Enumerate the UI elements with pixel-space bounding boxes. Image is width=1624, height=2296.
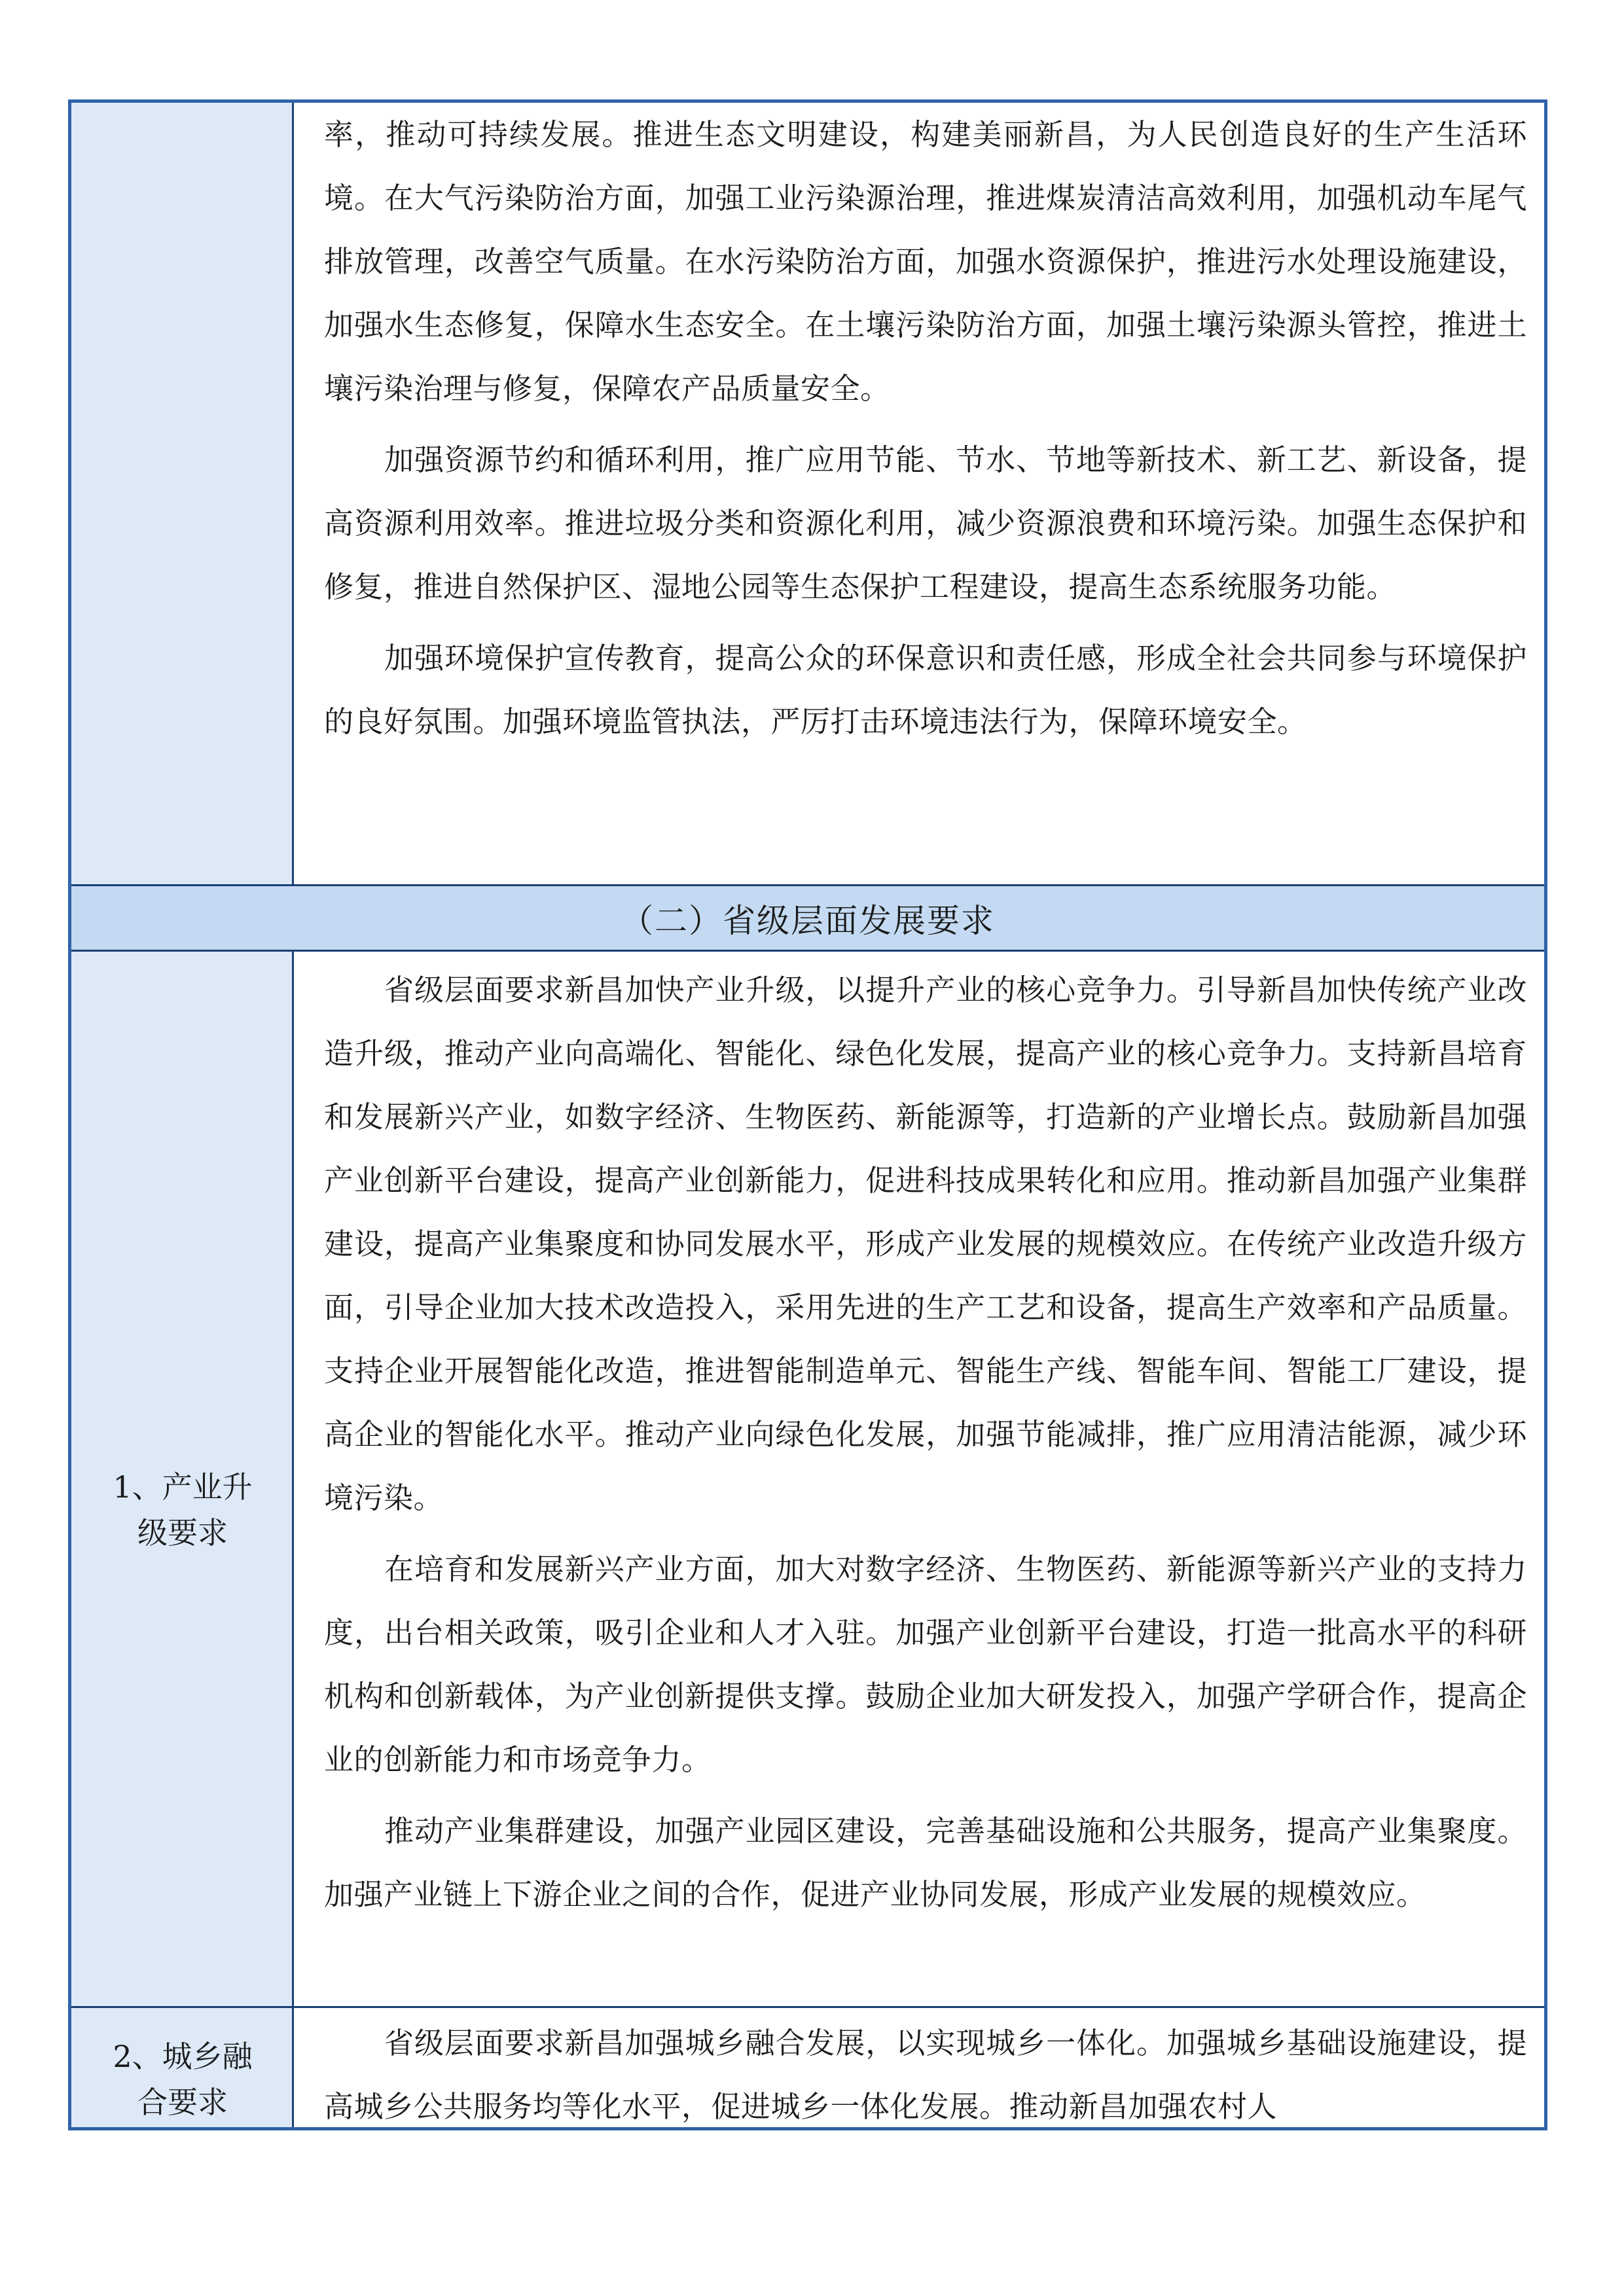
paragraph: 在培育和发展新兴产业方面，加大对数字经济、生物医药、新能源等新兴产业的支持力度，出台相关政策，吸引企业和人才入驻。加强产业创新平台建设，打造一批高水平的科研机构和创新载体，为产业创新提供支撑。鼓励企业加大研发投入，加强产学研合作，提高企业的创新能力和市场竞争力。	[324, 1552, 1527, 1777]
row-label-urban-rural	[71, 2034, 294, 2125]
paragraph: 加强资源节约和循环利用，推广应用节能、节水、节地等新技术、新工艺、新设备，提高资源利用效率。推进垃圾分类和资源化利用，减少资源浪费和环境污染。加强生态保护和修复，推进自然保护区、湿地公园等生态保护工程建设，提高生态系统服务功能。	[324, 442, 1527, 604]
paragraph: 省级层面要求新昌加强城乡融合发展，以实现城乡一体化。加强城乡基础设施建设，提高城乡公共服务均等化水平，促进城乡一体化发展。推动新昌加强农村人	[324, 2026, 1527, 2124]
section-header: （二）省级层面发展要求	[71, 884, 1544, 952]
top-cell-text	[324, 103, 1527, 753]
paragraph: 加强环境保护宣传教育，提高公众的环保意识和责任感，形成全社会共同参与环境保护的良好氛围。加强环境监管执法，严厉打击环境违法行为，保障环境安全。	[324, 641, 1527, 739]
paragraph: 推动产业集群建设，加强产业园区建设，完善基础设施和公共服务，提高产业集聚度。加强产业链上下游企业之间的合作，促进产业协同发展，形成产业发展的规模效应。	[324, 1814, 1527, 1912]
row-label-industry-upgrade	[71, 1464, 294, 1556]
row-label-line: 2、城乡融	[113, 2039, 253, 2074]
row-1-text	[324, 958, 1527, 1926]
row-label-line: 级要求	[137, 1515, 228, 1551]
paragraph: 率，推动可持续发展。推进生态文明建设，构建美丽新昌，为人民创造良好的生产生活环境。在大气污染防治方面，加强工业污染源治理，推进煤炭清洁高效利用，加强机动车尾气排放管理，改善空气质量。在水污染防治方面，加强水资源保护，推进污水处理设施建设，加强水生态修复，保障水生态安全。在土壤污染防治方面，加强土壤污染源头管控，推进土壤污染治理与修复，保障农产品质量安全。	[324, 117, 1527, 406]
row-label-line: 1、产业升	[113, 1469, 253, 1505]
label-column	[71, 103, 294, 2127]
content-table	[68, 99, 1547, 2130]
row-2-text	[324, 2011, 1527, 2138]
row-divider	[71, 2006, 1544, 2008]
paragraph: 省级层面要求新昌加快产业升级，以提升产业的核心竞争力。引导新昌加快传统产业改造升级，推动产业向高端化、智能化、绿色化发展，提高产业的核心竞争力。支持新昌培育和发展新兴产业，如数字经济、生物医药、新能源等，打造新的产业增长点。鼓励新昌加强产业创新平台建设，提高产业创新能力，促进科技成果转化和应用。推动新昌加强产业集群建设，提高产业集聚度和协同发展水平，形成产业发展的规模效应。在传统产业改造升级方面，引导企业加大技术改造投入，采用先进的生产工艺和设备，提高生产效率和产品质量。支持企业开展智能化改造，推进智能制造单元、智能生产线、智能车间、智能工厂建设，提高企业的智能化水平。推动产业向绿色化发展，加强节能减排，推广应用清洁能源，减少环境污染。	[324, 973, 1527, 1515]
row-label-line: 合要求	[137, 2085, 228, 2120]
